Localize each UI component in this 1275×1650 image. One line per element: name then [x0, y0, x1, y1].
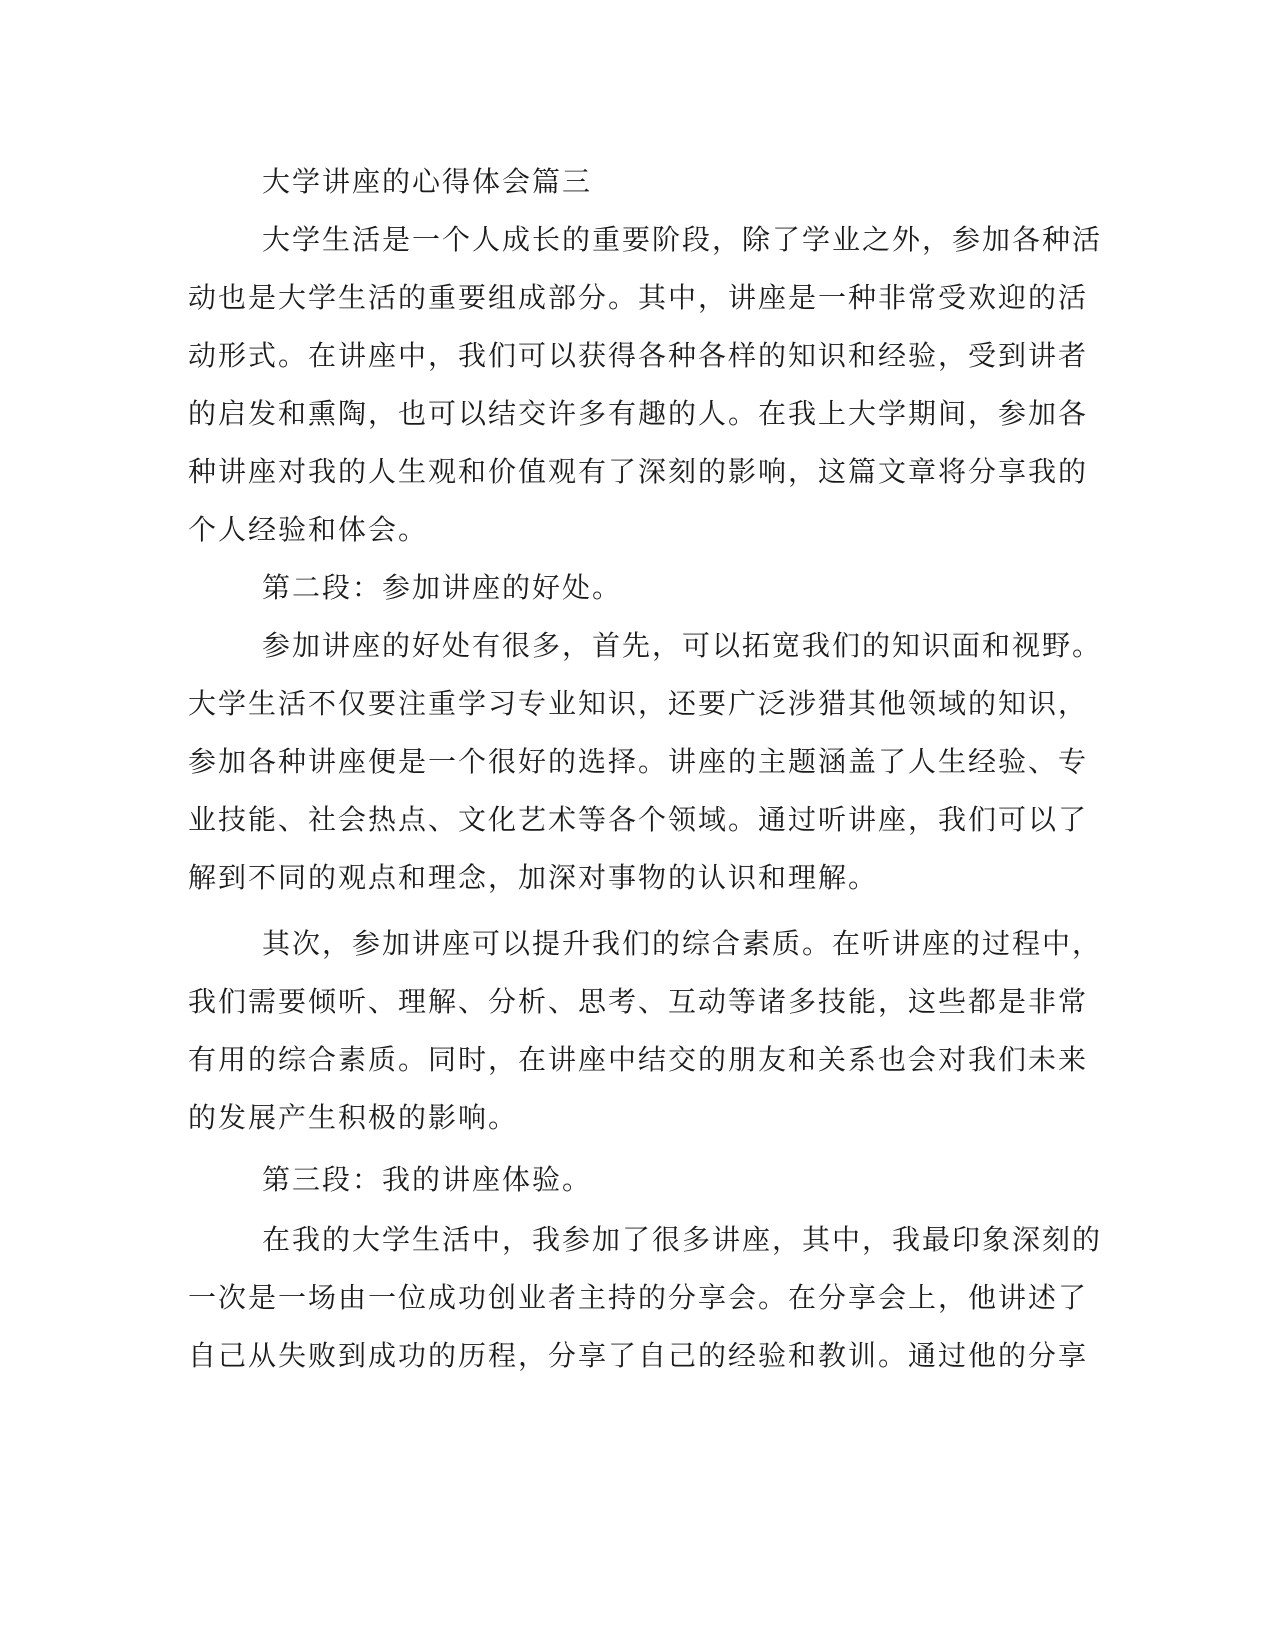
paragraph-1-line-1: 大学生活是一个人成长的重要阶段，除了学业之外，参加各种活 [262, 223, 1103, 256]
paragraph-2-line-2: 大学生活不仅要注重学习专业知识，还要广泛涉猎其他领域的知识， [188, 687, 1089, 720]
paragraph-1-line-5: 种讲座对我的人生观和价值观有了深刻的影响，这篇文章将分享我的 [188, 455, 1089, 488]
paragraph-3-line-2: 我们需要倾听、理解、分析、思考、互动等诸多技能，这些都是非常 [188, 985, 1089, 1018]
paragraph-4-line-2: 一次是一场由一位成功创业者主持的分享会。在分享会上，他讲述了 [188, 1281, 1089, 1314]
paragraph-4-line-1: 在我的大学生活中，我参加了很多讲座，其中，我最印象深刻的 [262, 1223, 1103, 1256]
paragraph-3-line-3: 有用的综合素质。同时，在讲座中结交的朋友和关系也会对我们未来 [188, 1043, 1089, 1076]
section-heading-2: 第二段：参加讲座的好处。 [262, 571, 623, 604]
paragraph-4-line-3: 自己从失败到成功的历程，分享了自己的经验和教训。通过他的分享 [188, 1339, 1089, 1372]
paragraph-2-line-3: 参加各种讲座便是一个很好的选择。讲座的主题涵盖了人生经验、专 [188, 745, 1089, 778]
paragraph-1-line-6: 个人经验和体会。 [188, 513, 429, 546]
paragraph-1-line-2: 动也是大学生活的重要组成部分。其中，讲座是一种非常受欢迎的活 [188, 281, 1089, 314]
document-title: 大学讲座的心得体会篇三 [262, 165, 593, 198]
section-heading-3: 第三段：我的讲座体验。 [262, 1163, 593, 1196]
paragraph-2-line-1: 参加讲座的好处有很多，首先，可以拓宽我们的知识面和视野。 [262, 629, 1103, 662]
paragraph-1-line-4: 的启发和熏陶，也可以结交许多有趣的人。在我上大学期间，参加各 [188, 397, 1089, 430]
paragraph-2-line-4: 业技能、社会热点、文化艺术等各个领域。通过听讲座，我们可以了 [188, 803, 1089, 836]
paragraph-3-line-4: 的发展产生积极的影响。 [188, 1101, 519, 1134]
paragraph-3-line-1: 其次，参加讲座可以提升我们的综合素质。在听讲座的过程中， [262, 927, 1103, 960]
paragraph-2-line-5: 解到不同的观点和理念，加深对事物的认识和理解。 [188, 861, 879, 894]
paragraph-1-line-3: 动形式。在讲座中，我们可以获得各种各样的知识和经验，受到讲者 [188, 339, 1089, 372]
